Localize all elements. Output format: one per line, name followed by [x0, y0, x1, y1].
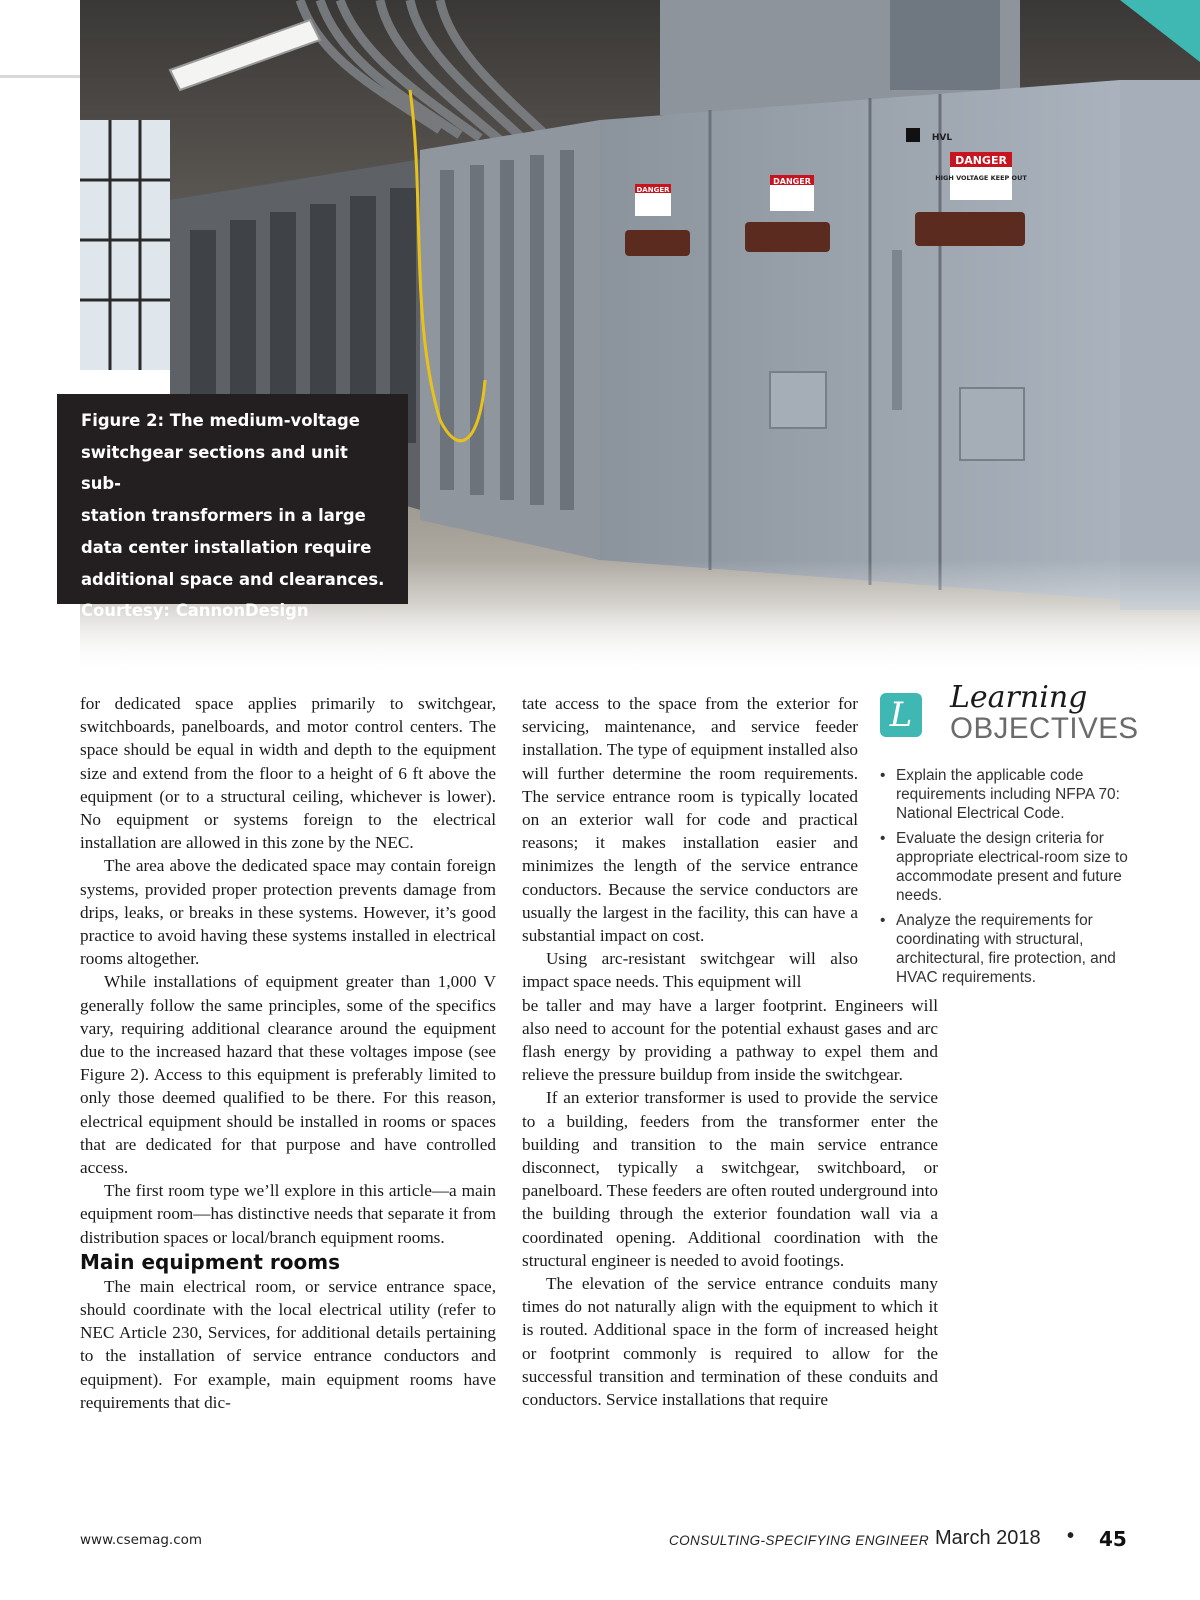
objective-text: Analyze the requirements for coordinating with structural, architectural, fire protection, and HVAC requirements. [896, 912, 1116, 986]
paragraph: for dedicated space applies primarily to switchgear, switchboards, panelboards, and motor control centers. The space should be equal in width and depth to the equipment size and extend from the floor to a height of 6 ft above the equipment (or to a structural ceiling, whichever is lower). No equipment or systems foreign to the electrical installation are allowed in this zone by the NEC. [80, 694, 496, 853]
paragraph: While installations of equipment greater than 1,000 V generally follow the same principles, some of the specifics vary, requiring additional clearance around the equipment due to the increased hazard that these voltages impose (see Figure 2). Access to this equipment is preferably limited to only those deemed qualified to be there. For this reason, electrical equipment should be installed in rooms or spaces that are dedicated for that purpose and have controlled access. [80, 972, 496, 1178]
page-number: 45 [1099, 1527, 1127, 1551]
corner-tab-icon [1100, 0, 1200, 100]
paragraph: The main electrical room, or service entrance space, should coordinate with the local electrical utility (refer to NEC Article 230, Services, for additional details pertaining to the installation of service entrance conductors and equipment). For example, main equipment rooms have requirements that dic- [80, 1276, 496, 1412]
paragraph: The first room type we’ll explore in this article—a main equipment room—has distinctive needs that separate it from distribution spaces or local/branch equipment rooms. [80, 1181, 496, 1247]
bullet-icon: • [880, 912, 886, 929]
left-margin-rule [0, 75, 80, 78]
paragraph: The area above the dedicated space may contain foreign systems, provided proper protection prevents damage from drips, leaks, or breaks in these systems. However, it’s good practice to avoid having these systems installed in electrical rooms altogether. [80, 856, 496, 969]
learning-title-script: Learning [950, 680, 1088, 715]
body-column-1 [80, 692, 496, 1414]
paragraph: be taller and may have a larger footprint. Engineers will also need to account for the potential exhaust gases and arc flash energy by providing a pathway to expel them and relieve the pressure buildup from inside the switchgear. [522, 995, 938, 1085]
learning-title-caps: OBJECTIVES [950, 712, 1139, 745]
paragraph: The elevation of the service entrance conduits many times do not naturally align with the equipment to which it is routed. Additional space in the form of increased height or footprint commonly is required to allow for the successful transition and termination of these conduits and conductors. Service installations that require [522, 1274, 938, 1410]
footer-publication: CONSULTING-SPECIFYING ENGINEER [669, 1533, 930, 1548]
objective-text: Explain the applicable code requirements including NFPA 70: National Electrical Code. [896, 767, 1120, 822]
footer-date: March 2018 [935, 1527, 1041, 1549]
caption-line: additional space and clearances. [81, 569, 385, 589]
photo-danger-sublabel: HIGH VOLTAGE KEEP OUT [935, 174, 1027, 182]
learning-badge-icon: L [880, 693, 922, 737]
photo-danger-label-2: DANGER [773, 177, 811, 186]
section-heading: Main equipment rooms [80, 1249, 340, 1274]
photo-danger-label-1: DANGER [636, 186, 670, 194]
caption-line: Courtesy: CannonDesign [81, 601, 309, 621]
paragraph: If an exterior transformer is used to provide the service to a building, feeders from the transformer enter the building and transition to the main service entrance disconnect, typically a switchgear, switchboard, or panelboard. These feeders are often routed underground into the building through the exterior foundation wall via a coordinated opening. Additional coordination with the structural engineer is needed to avoid footings. [522, 1088, 938, 1270]
bullet-icon: • [880, 830, 886, 847]
paragraph: tate access to the space from the exterior for servicing, maintenance, and service feeder installation. The type of equipment installed also will further determine the room requirements. The service entrance room is typically located on an exterior wall for code and practical reasons; it makes installation easier and minimizes the length of the service entrance conductors. Because the service conductors are usually the largest in the facility, this can have a substantial impact on cost. [522, 694, 858, 946]
paragraph: Using arc-resistant switchgear will also impact space needs. This equipment will [522, 949, 858, 992]
list-item [880, 911, 1150, 987]
photo-danger-label-3: DANGER [955, 154, 1007, 167]
caption-line: Figure 2: The medium-voltage [81, 411, 360, 430]
bullet-icon: • [880, 767, 886, 784]
footer-separator: • [1067, 1525, 1075, 1547]
body-column-2 [522, 692, 938, 1411]
caption-line: switchgear sections and unit sub- [81, 442, 348, 494]
caption-line: station transformers in a large [81, 506, 366, 526]
learning-objectives-list [880, 766, 1150, 993]
caption-line: data center installation require [81, 537, 372, 557]
list-item [880, 829, 1150, 905]
footer-website-link[interactable]: www.csemag.com [80, 1532, 203, 1548]
photo-brand-label: HVL [931, 133, 953, 143]
figure-caption [57, 394, 408, 621]
objective-text: Evaluate the design criteria for appropriate electrical-room size to accommodate present and future needs. [896, 830, 1128, 904]
list-item [880, 766, 1150, 823]
